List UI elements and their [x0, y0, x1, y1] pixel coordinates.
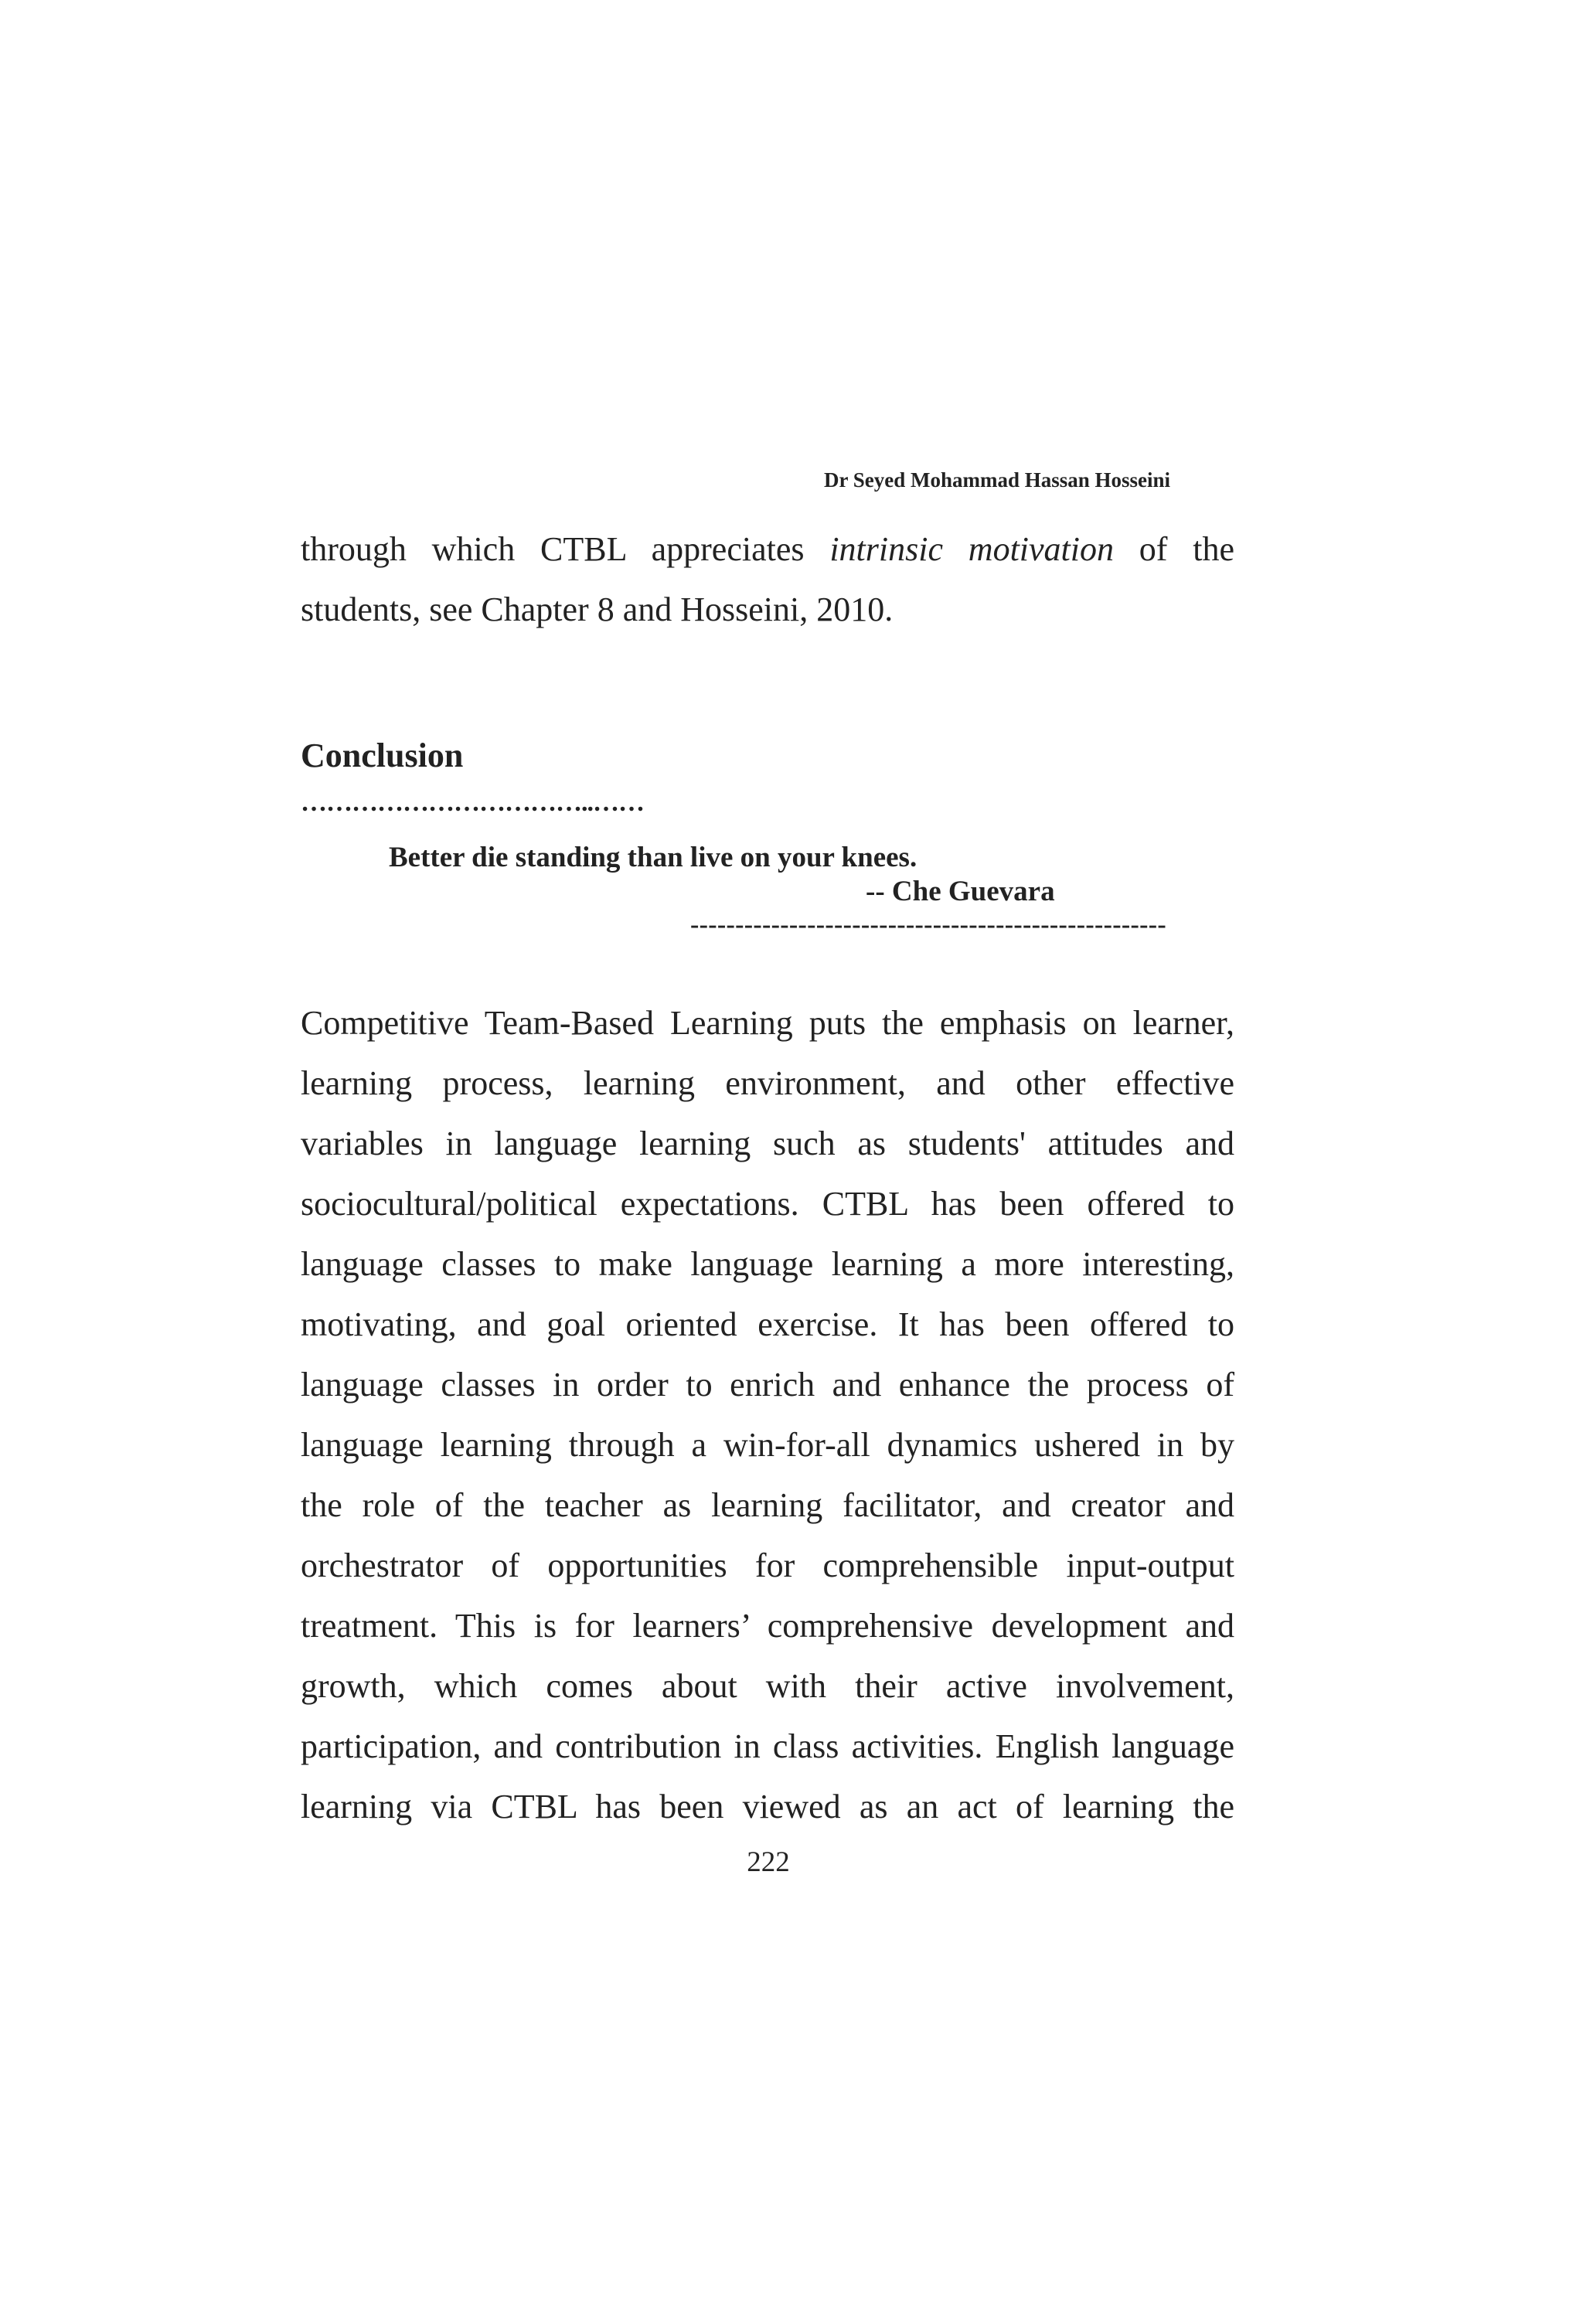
body-line: language classes in order to enrich and enhance the process of — [301, 1366, 1234, 1404]
body-line: language learning through a win-for-all dynamics ushered in by — [301, 1426, 1234, 1464]
intro-line-1-end: of the — [1114, 530, 1235, 568]
intro-line-1 — [301, 519, 1234, 580]
dashed-rule: ----------------------------------------------------- — [690, 910, 1166, 939]
body-line: the role of the teacher as learning facilitator, and creator and — [301, 1486, 1234, 1524]
epigraph-author: -- Che Guevara — [866, 876, 1055, 907]
body-line: Competitive Team-Based Learning puts the emphasis on learner, — [301, 1004, 1234, 1042]
body-line: orchestrator of opportunities for comprehensible input-output — [301, 1546, 1234, 1584]
intro-paragraph — [301, 519, 1234, 640]
body-line: participation, and contribution in class activities. English language — [301, 1727, 1234, 1765]
body-line: variables in language learning such as students' attitudes and — [301, 1125, 1234, 1162]
section-heading: Conclusion — [301, 737, 464, 774]
body-line: sociocultural/political expectations. CTBL has been offered to — [301, 1185, 1234, 1223]
intro-line-2: students, see Chapter 8 and Hosseini, 2010. — [301, 590, 894, 628]
epigraph-quote: Better die standing than live on your knees. — [389, 842, 917, 873]
body-line: learning process, learning environment, and other effective — [301, 1064, 1234, 1102]
body-line: motivating, and goal oriented exercise. It has been offered to — [301, 1305, 1234, 1343]
body-line: growth, which comes about with their active involvement, — [301, 1667, 1234, 1705]
dotted-separator: ……………………………..…… — [301, 788, 644, 817]
body-line: language classes to make language learning a more interesting, — [301, 1245, 1234, 1283]
body-line: treatment. This is for learners’ comprehensive development and — [301, 1607, 1234, 1645]
running-header-author: Dr Seyed Mohammad Hassan Hosseini — [823, 468, 1171, 492]
conclusion-paragraph — [301, 993, 1234, 1837]
intro-line-1-start: through which CTBL appreciates — [301, 530, 830, 568]
body-line: learning via CTBL has been viewed as an act of learning the — [301, 1788, 1234, 1826]
page-number: 222 — [747, 1846, 790, 1878]
intro-emphasis: intrinsic motivation — [829, 530, 1114, 568]
